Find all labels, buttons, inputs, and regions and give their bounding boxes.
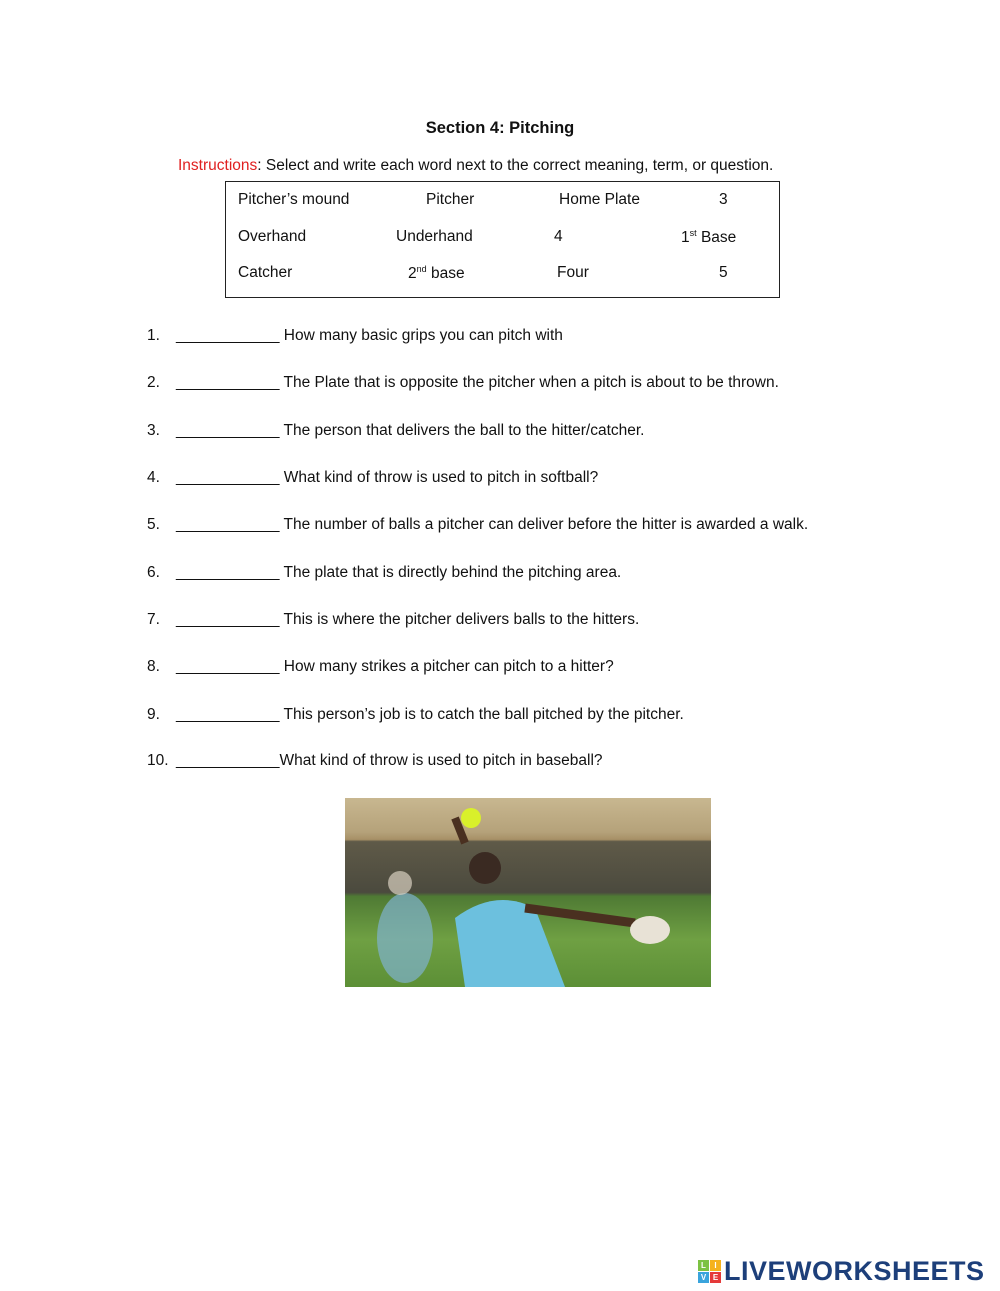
question-text: The number of balls a pitcher can deliver before the hitter is awarded a walk. — [279, 516, 809, 533]
question-number: 9. — [147, 706, 160, 723]
question-item — [147, 658, 614, 676]
question-number: 3. — [147, 422, 160, 439]
word-bank-item — [719, 191, 728, 209]
word-bank-item — [238, 264, 292, 282]
softball-pitcher-photo — [345, 798, 711, 987]
word-text: Underhand — [396, 228, 473, 245]
question-number: 1. — [147, 327, 160, 344]
word-bank-item — [408, 264, 465, 283]
question-item — [147, 469, 598, 487]
instructions-label: Instructions — [178, 157, 258, 174]
question-number: 7. — [147, 611, 160, 628]
answer-blank[interactable]: ____________ — [176, 327, 280, 344]
question-item — [147, 516, 808, 534]
answer-blank[interactable]: ____________ — [176, 752, 280, 769]
word-text: Four — [557, 264, 589, 281]
word-bank-item — [396, 228, 473, 246]
section-title: Section 4: Pitching — [425, 119, 575, 137]
answer-blank[interactable]: ____________ — [176, 516, 280, 533]
word-text: Pitcher — [426, 191, 475, 208]
question-item — [147, 374, 779, 392]
question-item — [147, 564, 621, 582]
question-item — [147, 611, 639, 629]
word-text: Catcher — [238, 264, 293, 281]
word-text: 3 — [719, 191, 728, 208]
question-text: The plate that is directly behind the pitching area. — [279, 564, 622, 581]
pitcher-illustration — [345, 798, 711, 987]
word-superscript: st — [689, 228, 697, 238]
word-suffix: Base — [696, 229, 737, 247]
question-number: 8. — [147, 658, 160, 675]
answer-blank[interactable]: ____________ — [176, 611, 280, 628]
question-number: 4. — [147, 469, 160, 486]
word-bank-item — [559, 191, 640, 209]
word-bank — [225, 181, 780, 298]
question-text: How many basic grips you can pitch with — [279, 327, 563, 344]
answer-blank[interactable]: ____________ — [176, 564, 280, 581]
word-bank-item — [238, 228, 306, 246]
question-number: 10. — [147, 752, 169, 769]
logo-tile: V — [698, 1272, 709, 1283]
question-text: This person’s job is to catch the ball pitched by the pitcher. — [279, 706, 684, 723]
word-bank-item — [681, 228, 736, 247]
word-text: 5 — [719, 264, 728, 281]
word-bank-item — [557, 264, 589, 282]
answer-blank[interactable]: ____________ — [176, 658, 280, 675]
word-text: Pitcher’s mound — [238, 191, 350, 208]
word-text: Home Plate — [559, 191, 640, 208]
word-bank-item — [426, 191, 474, 209]
logo-tile: L — [698, 1260, 709, 1271]
instructions — [178, 157, 773, 175]
question-text: The person that delivers the ball to the hitter/catcher. — [279, 422, 645, 439]
instructions-text: : Select and write each word next to the correct meaning, term, or question. — [257, 157, 774, 174]
logo-tile: I — [710, 1260, 721, 1271]
question-text: What kind of throw is used to pitch in softball? — [279, 469, 599, 486]
word-suffix: base — [426, 265, 465, 283]
word-text: Overhand — [238, 228, 307, 245]
question-item — [147, 422, 645, 440]
answer-blank[interactable]: ____________ — [176, 469, 280, 486]
logo-tile: E — [710, 1272, 721, 1283]
question-number: 6. — [147, 564, 160, 581]
question-text: What kind of throw is used to pitch in baseball? — [279, 752, 603, 769]
question-item — [147, 752, 603, 770]
question-number: 5. — [147, 516, 160, 533]
question-text: The Plate that is opposite the pitcher when a pitch is about to be thrown. — [279, 374, 779, 391]
word-bank-item — [554, 228, 563, 246]
question-number: 2. — [147, 374, 160, 391]
question-item — [147, 327, 563, 345]
question-text: This is where the pitcher delivers balls to the hitters. — [279, 611, 640, 628]
answer-blank[interactable]: ____________ — [176, 422, 280, 439]
word-bank-item — [719, 264, 728, 282]
logo-tiles — [698, 1260, 721, 1283]
liveworksheets-logo — [698, 1256, 985, 1287]
answer-blank[interactable]: ____________ — [176, 374, 280, 391]
logo-text: LIVEWORKSHEETS — [724, 1256, 985, 1286]
answer-blank[interactable]: ____________ — [176, 706, 280, 723]
word-superscript: nd — [416, 264, 427, 274]
question-text: How many strikes a pitcher can pitch to a hitter? — [279, 658, 614, 675]
word-text: 2 — [408, 265, 417, 283]
word-bank-item — [238, 191, 349, 209]
word-text: 1 — [681, 229, 690, 247]
word-text: 4 — [554, 228, 563, 245]
question-item — [147, 706, 684, 724]
